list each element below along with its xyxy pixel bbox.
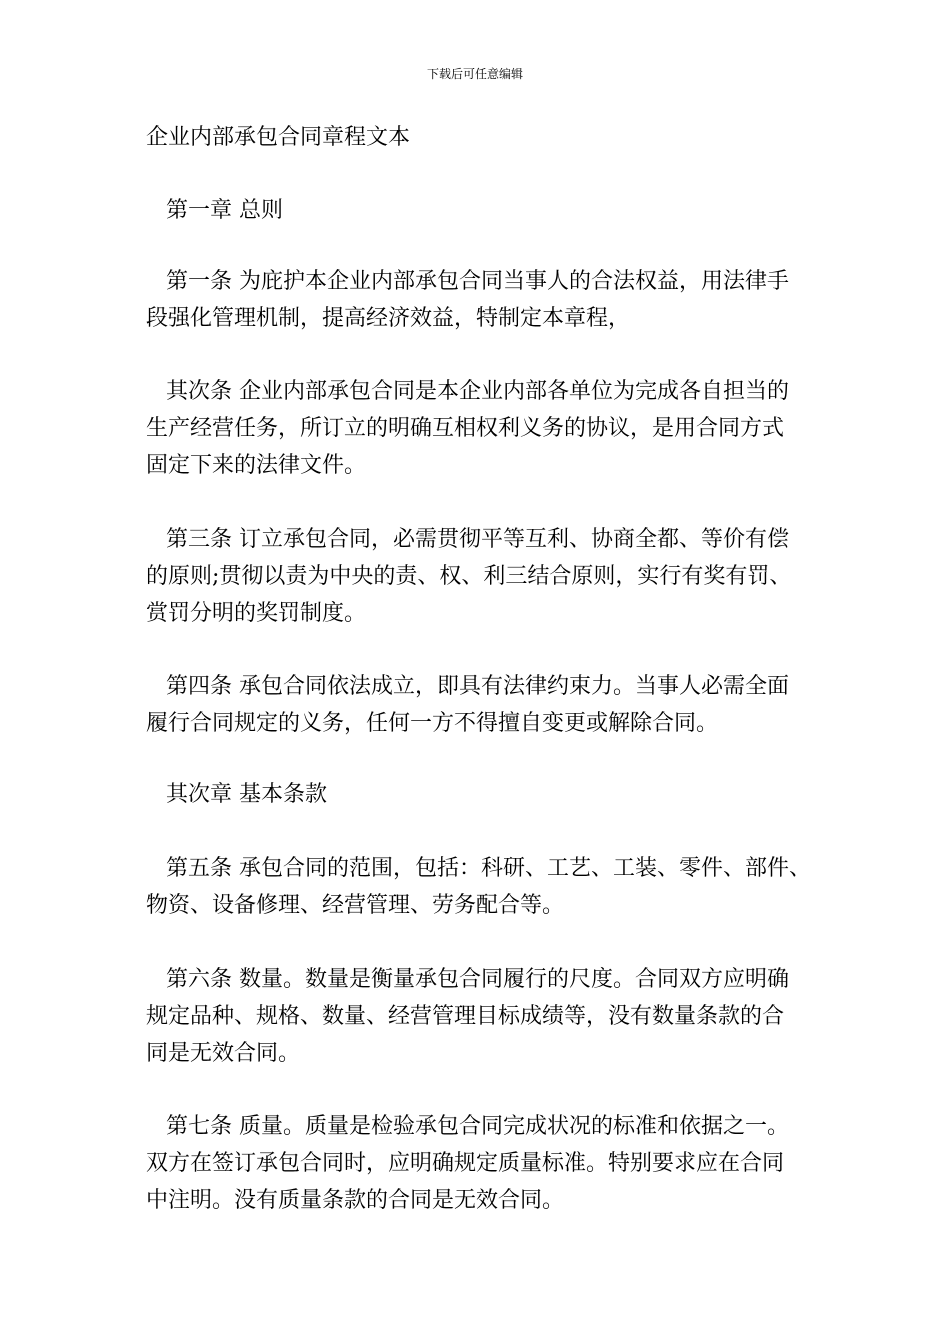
article-5-paragraph xyxy=(146,850,826,924)
article-1-line-1: 第一条 为庇护本企业内部承包合同当事人的合法权益，用法律手 xyxy=(166,269,789,294)
article-6-line-2: 规定品种、规格、数量、经营管理目标成绩等，没有数量条款的合 xyxy=(146,1004,785,1029)
article-1-paragraph xyxy=(146,263,826,337)
article-2-paragraph xyxy=(146,373,826,484)
article-7-line-3: 中注明。没有质量条款的合同是无效合同。 xyxy=(146,1188,565,1213)
article-4-paragraph xyxy=(146,668,826,742)
article-3-paragraph xyxy=(146,521,826,632)
document-title: 企业内部承包合同章程文本 xyxy=(146,125,411,150)
article-5-line-2: 物资、设备修理、经营管理、劳务配合等。 xyxy=(146,893,565,918)
article-6-paragraph xyxy=(146,961,826,1072)
chapter-heading-1: 第一章 总则 xyxy=(166,198,283,223)
article-3-line-3: 赏罚分明的奖罚制度。 xyxy=(146,601,367,626)
article-3-line-1: 第三条 订立承包合同，必需贯彻平等互利、协商全都、等价有偿 xyxy=(166,527,789,552)
article-6-line-1: 第六条 数量。数量是衡量承包合同履行的尺度。合同双方应明确 xyxy=(166,967,789,992)
article-7-paragraph xyxy=(146,1108,826,1219)
article-4-line-1: 第四条 承包合同依法成立，即具有法律约束力。当事人必需全面 xyxy=(166,674,789,699)
article-4-line-2: 履行合同规定的义务，任何一方不得擅自变更或解除合同。 xyxy=(146,711,719,736)
article-2-line-2: 生产经营任务，所订立的明确互相权利义务的协议，是用合同方式 xyxy=(146,416,785,441)
article-5-line-1: 第五条 承包合同的范围，包括：科研、工艺、工装、零件、部件、 xyxy=(166,856,811,881)
article-6-line-3: 同是无效合同。 xyxy=(146,1041,301,1066)
article-1-line-2: 段强化管理机制，提高经济效益，特制定本章程， xyxy=(146,306,631,331)
article-2-line-1: 其次条 企业内部承包合同是本企业内部各单位为完成各自担当的 xyxy=(166,379,789,404)
article-2-line-3: 固定下来的法律文件。 xyxy=(146,453,367,478)
article-7-line-2: 双方在签订承包合同时，应明确规定质量标准。特别要求应在合同 xyxy=(146,1151,785,1176)
article-7-line-1: 第七条 质量。质量是检验承包合同完成状况的标准和依据之一。 xyxy=(166,1114,789,1139)
article-3-line-2: 的原则;贯彻以责为中央的责、权、利三结合原则，实行有奖有罚、 xyxy=(146,564,792,589)
chapter-heading-2: 其次章 基本条款 xyxy=(166,782,327,807)
page-header-note: 下载后可任意编辑 xyxy=(426,67,523,81)
